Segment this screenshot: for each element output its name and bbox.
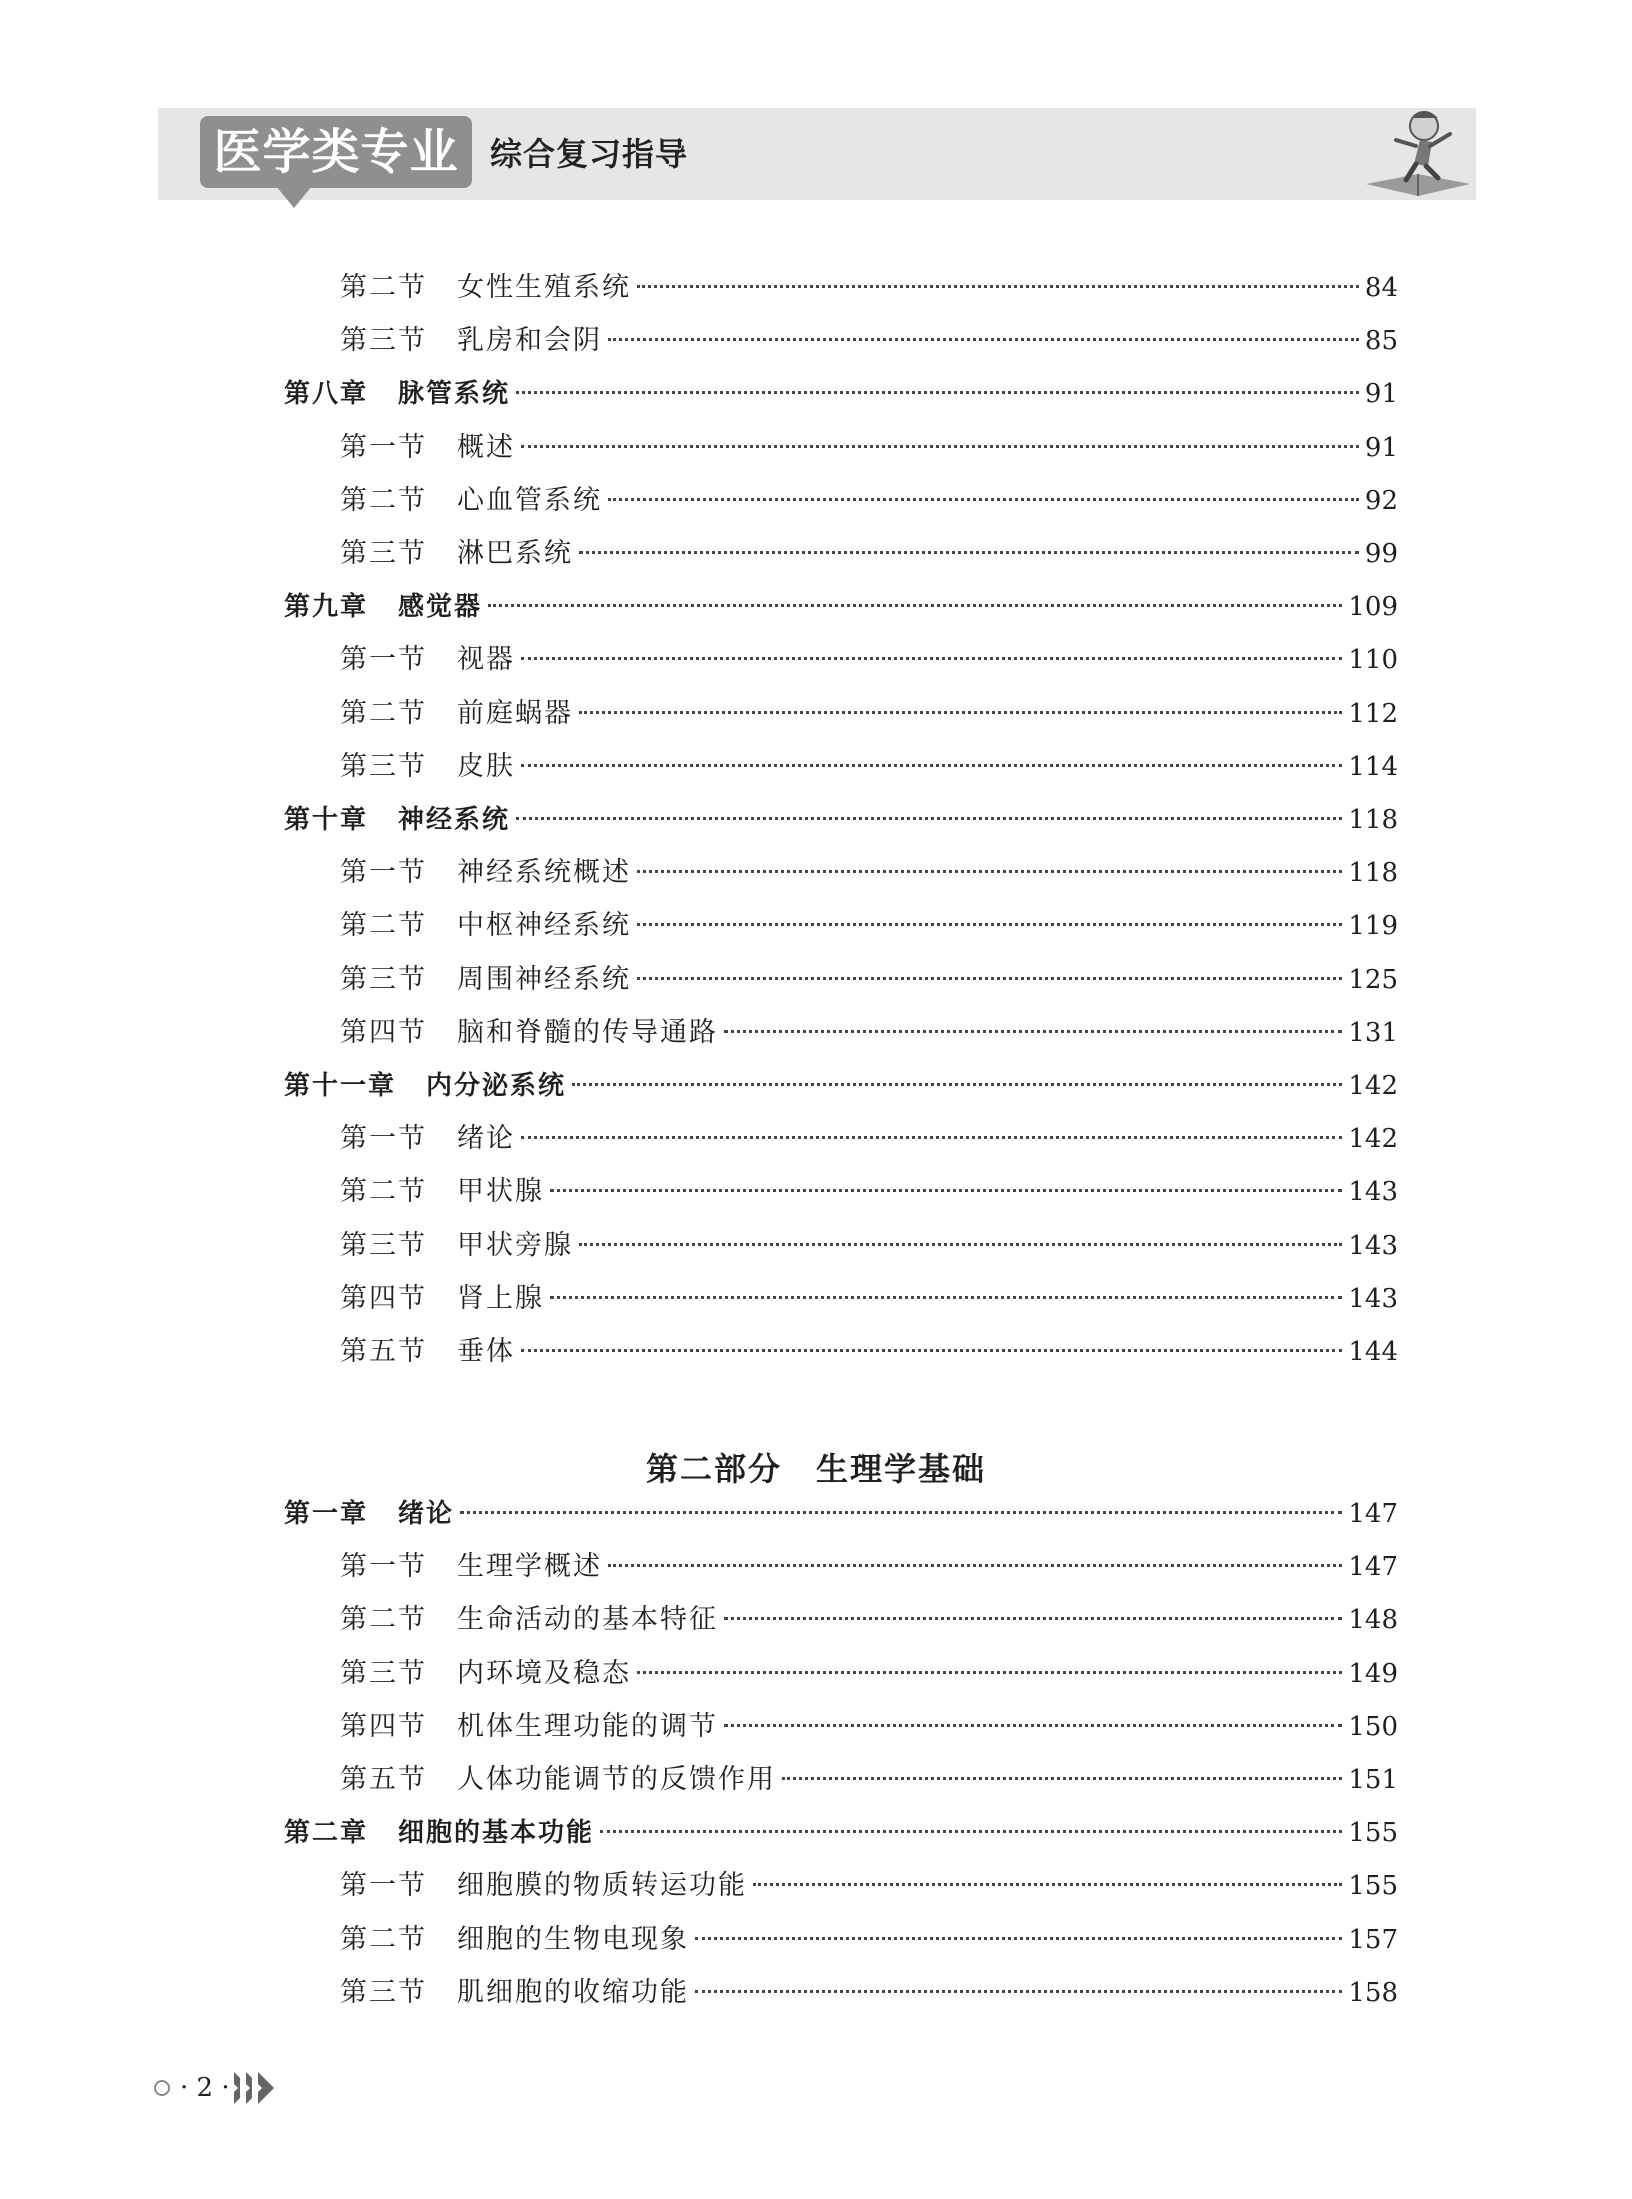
dot-leader bbox=[572, 1083, 1342, 1086]
toc-page-number: 118 bbox=[1348, 858, 1398, 889]
toc-page-number: 114 bbox=[1348, 751, 1398, 782]
toc-title: 细胞膜的物质转运功能 bbox=[457, 1870, 747, 1902]
toc-number: 第二节 bbox=[340, 1604, 427, 1636]
toc-page-number: 144 bbox=[1348, 1337, 1398, 1367]
toc-number: 第二节 bbox=[340, 1923, 427, 1955]
dot-leader bbox=[521, 657, 1342, 660]
toc-title: 甲状腺 bbox=[457, 1176, 544, 1208]
toc-section-row[interactable] bbox=[284, 1332, 1398, 1372]
dot-leader bbox=[637, 923, 1342, 926]
toc-section-row[interactable] bbox=[284, 1119, 1398, 1159]
dot-leader bbox=[521, 764, 1342, 767]
toc-number: 第二节 bbox=[340, 697, 427, 729]
toc-chapter-row[interactable] bbox=[284, 1813, 1398, 1853]
toc-number: 第三节 bbox=[340, 1229, 427, 1261]
dot-leader bbox=[488, 604, 1342, 607]
toc-page-number: 143 bbox=[1348, 1177, 1398, 1208]
dot-leader bbox=[724, 1030, 1342, 1033]
toc-number: 第一节 bbox=[340, 857, 427, 889]
dot-leader bbox=[608, 1564, 1342, 1567]
toc-number: 第二节 bbox=[340, 910, 427, 942]
toc-title: 甲状旁腺 bbox=[457, 1229, 573, 1261]
toc-section-row[interactable] bbox=[284, 1547, 1398, 1587]
dot-leader bbox=[637, 1671, 1342, 1674]
dot-leader bbox=[521, 445, 1359, 448]
toc-section-row[interactable] bbox=[284, 1866, 1398, 1906]
toc-section-row[interactable] bbox=[284, 1654, 1398, 1694]
toc-number: 第二章 bbox=[284, 1818, 369, 1849]
toc-page-number: 155 bbox=[1348, 1871, 1398, 1902]
dot-leader bbox=[637, 285, 1359, 288]
toc-title: 脑和脊髓的传导通路 bbox=[457, 1016, 718, 1048]
toc-title: 生命活动的基本特征 bbox=[457, 1604, 718, 1636]
toc-page-number: 125 bbox=[1348, 964, 1398, 995]
toc-number: 第四节 bbox=[340, 1710, 427, 1742]
toc-section-row[interactable] bbox=[284, 1973, 1398, 2013]
toc-chapter-row[interactable] bbox=[284, 800, 1398, 840]
toc-title: 心血管系统 bbox=[457, 484, 602, 516]
dot-leader bbox=[637, 977, 1342, 980]
toc-title: 乳房和会阴 bbox=[457, 325, 602, 357]
toc-title: 神经系统概述 bbox=[457, 857, 631, 889]
toc-number: 第一节 bbox=[340, 1870, 427, 1902]
toc-page-number: 92 bbox=[1364, 485, 1398, 516]
toc-number: 第三节 bbox=[340, 963, 427, 995]
toc-page-number: 118 bbox=[1348, 805, 1398, 835]
page-footer bbox=[154, 2068, 274, 2108]
toc-chapter-row[interactable] bbox=[284, 587, 1398, 627]
toc-section-row[interactable] bbox=[284, 694, 1398, 734]
toc-number: 第五节 bbox=[340, 1336, 427, 1367]
toc-page-number: 143 bbox=[1348, 1230, 1398, 1261]
toc-title: 肾上腺 bbox=[457, 1282, 544, 1314]
dot-leader bbox=[579, 711, 1342, 714]
toc-page-number: 157 bbox=[1348, 1924, 1398, 1955]
toc-title: 内环境及稳态 bbox=[457, 1657, 631, 1689]
toc-number: 第十章 bbox=[284, 805, 369, 835]
toc-number: 第十一章 bbox=[284, 1071, 397, 1101]
header-tag-pointer bbox=[276, 186, 312, 208]
toc-number: 第四节 bbox=[340, 1282, 427, 1314]
toc-page-number: 151 bbox=[1348, 1765, 1398, 1795]
toc-number: 第三节 bbox=[340, 538, 427, 569]
toc-title: 概述 bbox=[457, 431, 515, 463]
toc-page-number: 158 bbox=[1348, 1977, 1398, 2008]
toc-number: 第一节 bbox=[340, 1551, 427, 1583]
dot-leader bbox=[724, 1617, 1342, 1620]
toc-page-number: 148 bbox=[1348, 1605, 1398, 1636]
toc-title: 细胞的基本功能 bbox=[398, 1818, 595, 1849]
toc-number: 第二节 bbox=[340, 272, 427, 303]
toc-title: 细胞的生物电现象 bbox=[457, 1923, 689, 1955]
part-two-heading: 第二部分 生理学基础 bbox=[645, 1450, 986, 1488]
toc-title: 中枢神经系统 bbox=[457, 910, 631, 942]
dot-leader bbox=[521, 1136, 1342, 1139]
toc-section-row[interactable] bbox=[284, 1226, 1398, 1266]
dot-leader bbox=[516, 391, 1359, 394]
toc-title: 前庭蜗器 bbox=[457, 697, 573, 729]
toc-number: 第四节 bbox=[340, 1016, 427, 1048]
toc-section-row[interactable] bbox=[284, 853, 1398, 893]
toc-title: 女性生殖系统 bbox=[457, 272, 631, 303]
toc-chapter-row[interactable] bbox=[284, 374, 1398, 414]
toc-number: 第二节 bbox=[340, 1176, 427, 1208]
dot-leader bbox=[608, 338, 1359, 341]
toc-page-number: 147 bbox=[1348, 1552, 1398, 1583]
toc-page-number: 91 bbox=[1364, 379, 1398, 410]
toc-page-number: 91 bbox=[1364, 432, 1398, 463]
toc-page-number: 110 bbox=[1348, 645, 1398, 676]
dot-leader bbox=[579, 551, 1359, 554]
toc-section-row[interactable] bbox=[284, 640, 1398, 680]
toc-section-row[interactable] bbox=[284, 534, 1398, 574]
dot-leader bbox=[695, 1937, 1342, 1940]
toc-page-number: 149 bbox=[1348, 1658, 1398, 1689]
toc-page-number: 142 bbox=[1348, 1124, 1398, 1155]
toc-section-row[interactable] bbox=[284, 268, 1398, 308]
dot-leader bbox=[516, 817, 1342, 820]
toc-section-row[interactable] bbox=[284, 321, 1398, 361]
toc-page-number: 109 bbox=[1348, 592, 1398, 623]
toc-page-number: 131 bbox=[1348, 1017, 1398, 1048]
page-number: · 2 · bbox=[180, 2073, 230, 2103]
toc-title: 淋巴系统 bbox=[457, 538, 573, 569]
toc-title: 皮肤 bbox=[457, 750, 515, 782]
toc-section-row[interactable] bbox=[284, 906, 1398, 946]
toc-section-row[interactable] bbox=[284, 481, 1398, 521]
dot-leader bbox=[600, 1830, 1342, 1833]
toc-page-number: 150 bbox=[1348, 1711, 1398, 1742]
toc-section-row[interactable] bbox=[284, 428, 1398, 468]
toc-section-row[interactable] bbox=[284, 1172, 1398, 1212]
toc-page-number: 147 bbox=[1348, 1499, 1398, 1529]
book-subtitle: 综合复习指导 bbox=[490, 135, 689, 173]
toc-number: 第九章 bbox=[284, 592, 369, 623]
reading-child-icon bbox=[1358, 104, 1478, 200]
toc-title: 人体功能调节的反馈作用 bbox=[457, 1764, 776, 1795]
toc-title: 生理学概述 bbox=[457, 1551, 602, 1583]
dot-leader bbox=[521, 1349, 1342, 1352]
toc-page-number: 84 bbox=[1364, 273, 1398, 303]
toc-section-row[interactable] bbox=[284, 747, 1398, 787]
toc-page-number: 143 bbox=[1348, 1283, 1398, 1314]
toc-section-row[interactable] bbox=[284, 1279, 1398, 1319]
dot-leader bbox=[753, 1883, 1342, 1886]
toc-number: 第一节 bbox=[340, 1123, 427, 1155]
toc-title: 绪论 bbox=[457, 1123, 515, 1155]
dot-leader bbox=[608, 498, 1359, 501]
toc-number: 第三节 bbox=[340, 750, 427, 782]
toc-number: 第八章 bbox=[284, 379, 369, 410]
toc-title: 肌细胞的收缩功能 bbox=[457, 1976, 689, 2008]
toc-number: 第三节 bbox=[340, 325, 427, 357]
toc-page-number: 155 bbox=[1348, 1818, 1398, 1849]
toc-section-row[interactable] bbox=[284, 1760, 1398, 1800]
toc-chapter-row[interactable] bbox=[284, 1494, 1398, 1534]
toc-section-row[interactable] bbox=[284, 1600, 1398, 1640]
dot-leader bbox=[550, 1189, 1342, 1192]
toc-number: 第一章 bbox=[284, 1499, 369, 1529]
toc-page-number: 99 bbox=[1364, 539, 1398, 569]
toc-section-row[interactable] bbox=[284, 1707, 1398, 1747]
book-title: 医学类专业 bbox=[213, 124, 459, 180]
toc-number: 第一节 bbox=[340, 644, 427, 676]
toc-page-number: 112 bbox=[1348, 698, 1398, 729]
toc-number: 第三节 bbox=[340, 1976, 427, 2008]
toc-number: 第一节 bbox=[340, 431, 427, 463]
dot-leader bbox=[695, 1990, 1342, 1993]
toc-title: 视器 bbox=[457, 644, 515, 676]
dot-leader bbox=[550, 1296, 1342, 1299]
toc-title: 感觉器 bbox=[398, 592, 483, 623]
toc-page-number: 142 bbox=[1348, 1071, 1398, 1101]
toc-page-number: 119 bbox=[1348, 911, 1398, 942]
dot-leader bbox=[460, 1511, 1342, 1514]
dot-leader bbox=[782, 1777, 1342, 1780]
toc-title: 绪论 bbox=[398, 1499, 455, 1529]
toc-page-number: 85 bbox=[1364, 326, 1398, 357]
toc-section-row[interactable] bbox=[284, 1920, 1398, 1960]
toc-number: 第二节 bbox=[340, 484, 427, 516]
toc-title: 机体生理功能的调节 bbox=[457, 1710, 718, 1742]
dot-leader bbox=[724, 1724, 1342, 1727]
toc-number: 第五节 bbox=[340, 1764, 427, 1795]
toc-number: 第三节 bbox=[340, 1657, 427, 1689]
toc-title: 周围神经系统 bbox=[457, 963, 631, 995]
toc-title: 脉管系统 bbox=[398, 379, 511, 410]
toc-title: 神经系统 bbox=[398, 805, 511, 835]
toc-chapter-row[interactable] bbox=[284, 1066, 1398, 1106]
circle-icon bbox=[154, 2080, 170, 2096]
toc-section-row[interactable] bbox=[284, 960, 1398, 1000]
dot-leader bbox=[637, 870, 1342, 873]
toc-title: 内分泌系统 bbox=[426, 1071, 567, 1101]
double-chevron-icon bbox=[238, 2072, 274, 2104]
toc-section-row[interactable] bbox=[284, 1013, 1398, 1053]
toc-title: 垂体 bbox=[457, 1336, 515, 1367]
dot-leader bbox=[579, 1243, 1342, 1246]
